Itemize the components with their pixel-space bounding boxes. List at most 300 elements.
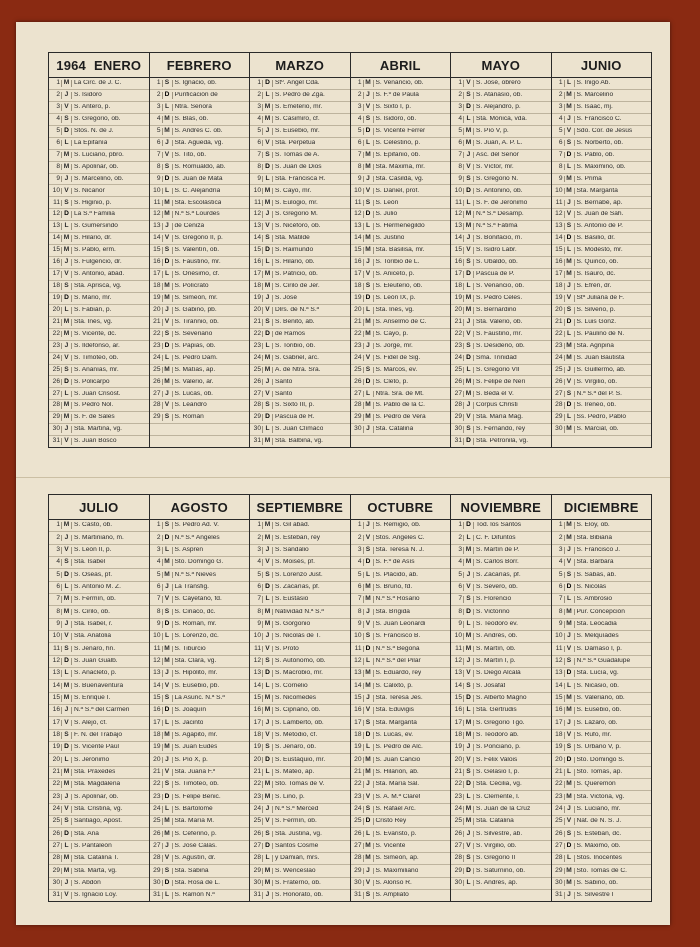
saint-name: S. Antonio M. Z. (74, 584, 121, 590)
weekday-letter: M (463, 559, 474, 566)
saint-name: S. Beda el V. (476, 390, 514, 397)
saint-name: S. Oseas, pf. (74, 571, 113, 578)
saint-name: S. Pantaleón (74, 842, 112, 849)
day-number: 23 (354, 792, 362, 800)
day-number: 11 (354, 644, 362, 652)
saint-name: N.ª S.ª Begoña (375, 645, 420, 652)
weekday-letter: D (564, 843, 575, 850)
day-number: 1 (558, 521, 563, 529)
weekday-letter: L (463, 116, 474, 123)
day-row (351, 520, 451, 532)
saint-name: S. Severo, ob. (476, 584, 518, 590)
saint-name: S. Luis Gonz. (576, 318, 617, 325)
weekday-letter: M (564, 707, 575, 714)
day-row (250, 754, 350, 766)
weekday-letter: S (463, 769, 474, 776)
day-row (451, 281, 551, 293)
weekday-letter: M (564, 880, 575, 887)
day-row (552, 197, 652, 209)
day-row (451, 197, 551, 209)
weekday-letter: D (61, 831, 72, 838)
saint-name: S. Leandro (174, 402, 207, 409)
weekday-letter: M (262, 609, 273, 616)
weekday-letter: V (463, 331, 474, 338)
weekday-letter: V (162, 402, 173, 409)
saint-name: S. Mario, mr. (74, 295, 112, 302)
day-number: 3 (56, 546, 60, 554)
day-number: 18 (454, 730, 462, 738)
saint-name: S. Lino, p. (275, 793, 305, 800)
saint-name: y Damián, mrs. (275, 855, 320, 862)
day-number: 16 (253, 706, 261, 714)
day-number: 12 (354, 210, 362, 218)
day-row (150, 717, 250, 729)
day-row (250, 606, 350, 618)
weekday-letter: L (262, 426, 273, 433)
day-row (150, 365, 250, 377)
saint-name: Sta. Margarita (576, 187, 618, 194)
day-row (49, 317, 149, 329)
day-row (351, 376, 451, 388)
weekday-letter: D (363, 379, 374, 386)
day-number: 8 (257, 162, 261, 170)
day-row (351, 853, 451, 865)
day-number: 3 (56, 103, 60, 111)
day-number: 6 (56, 138, 60, 146)
weekday-letter: D (463, 188, 474, 195)
weekday-letter: D (564, 319, 575, 326)
day-row (451, 412, 551, 424)
saint-name: S. Lorenzo, dc. (174, 633, 219, 640)
day-number: 29 (52, 413, 60, 421)
weekday-letter: M (564, 535, 575, 542)
saint-name: Ss. Pedro, Pablo (576, 414, 626, 421)
day-number: 1 (257, 521, 261, 529)
weekday-letter: M (162, 116, 173, 123)
weekday-letter: M (162, 367, 173, 374)
weekday-letter: L (564, 331, 575, 338)
day-row (250, 705, 350, 717)
day-row (351, 841, 451, 853)
day-number: 8 (156, 607, 161, 615)
day-row (351, 245, 451, 257)
weekday-letter: J (262, 892, 273, 899)
weekday-letter: V (363, 271, 374, 278)
weekday-letter: L (262, 596, 273, 603)
weekday-letter: M (262, 794, 273, 801)
day-number: 19 (354, 294, 362, 302)
weekday-letter: J (262, 128, 273, 135)
saint-name: S. Vicente, dc. (74, 330, 117, 337)
day-row (552, 412, 652, 424)
day-number: 5 (156, 126, 161, 134)
day-number: 7 (156, 595, 161, 603)
weekday-letter: D (463, 522, 474, 529)
day-number: 17 (153, 718, 161, 726)
saint-name: S. Cipriano, ob. (275, 707, 321, 714)
day-number: 19 (454, 743, 462, 751)
day-number: 12 (354, 656, 362, 664)
day-number: 3 (458, 546, 462, 554)
weekday-letter: S (162, 414, 173, 421)
day-number: 10 (354, 186, 362, 194)
saint-name: S. Tiburcio (174, 645, 206, 652)
day-number: 21 (555, 317, 563, 325)
weekday-letter: S (262, 235, 273, 242)
day-row (250, 767, 350, 779)
weekday-letter: J (262, 633, 273, 640)
day-number: 17 (354, 270, 362, 278)
day-row (351, 656, 451, 668)
day-number: 26 (555, 829, 563, 837)
day-row (150, 791, 250, 803)
day-row (150, 754, 250, 766)
weekday-letter: M (363, 402, 374, 409)
day-number: 8 (156, 162, 161, 170)
day-row (49, 619, 149, 631)
saint-name: S. Ananías, mr. (74, 366, 119, 373)
day-row (49, 643, 149, 655)
saint-name: S. F.º de Paula (375, 92, 419, 99)
day-number: 8 (56, 162, 60, 170)
day-number: 2 (357, 91, 362, 99)
day-number: 2 (156, 91, 161, 99)
day-row (250, 376, 350, 388)
day-row (49, 162, 149, 174)
saint-name: S. Abdón (74, 879, 101, 886)
saint-name: S. Ampliato (375, 892, 409, 899)
day-number: 23 (52, 792, 60, 800)
weekday-letter: M (61, 596, 72, 603)
saint-name: S. Silverio, p. (576, 306, 616, 313)
day-row (451, 114, 551, 126)
day-row (250, 317, 350, 329)
day-number: 6 (558, 138, 563, 146)
day-row (49, 197, 149, 209)
day-number: 8 (257, 607, 261, 615)
day-number: 13 (354, 669, 362, 677)
day-row (451, 730, 551, 742)
month-header (351, 495, 451, 520)
day-row (351, 365, 451, 377)
weekday-letter: D (262, 670, 273, 677)
day-row (49, 150, 149, 162)
day-row (451, 594, 551, 606)
day-number: 26 (153, 829, 161, 837)
weekday-letter: L (363, 307, 374, 314)
weekday-letter: M (262, 355, 273, 362)
day-number: 4 (357, 558, 362, 566)
weekday-letter: V (61, 892, 72, 899)
saint-name: S. Macrobio, mr. (275, 670, 324, 677)
saint-name: S. Eustaquio, mr. (275, 756, 326, 763)
day-number: 18 (153, 282, 161, 290)
day-number: 13 (153, 222, 161, 230)
weekday-letter: J (363, 259, 374, 266)
weekday-letter: S (463, 176, 474, 183)
saint-name: S. Andrés C. ob. (174, 127, 223, 134)
weekday-letter: V (363, 621, 374, 628)
saint-name: Sta. Catalina (476, 818, 514, 825)
weekday-letter: V (463, 584, 474, 591)
saint-name: S. Isaac, mj. (576, 104, 613, 111)
saint-name: S. Casto, ob. (74, 522, 113, 529)
weekday-letter: J (61, 880, 72, 887)
day-number: 31 (555, 891, 563, 899)
day-number: 9 (156, 174, 161, 182)
saint-name: S. Pedro de Alc. (375, 744, 423, 751)
day-number: 25 (253, 365, 261, 373)
day-number: 25 (454, 817, 462, 825)
day-number: 9 (56, 619, 60, 627)
day-number: 24 (354, 804, 362, 812)
weekday-letter: L (463, 283, 474, 290)
day-row (351, 668, 451, 680)
weekday-letter: M (162, 559, 173, 566)
saint-name: Sta. María Mag. (476, 414, 523, 421)
weekday-letter: S (61, 283, 72, 290)
day-number: 12 (253, 656, 261, 664)
weekday-letter: V (162, 319, 173, 326)
day-row (351, 828, 451, 840)
weekday-letter: S (363, 892, 374, 899)
weekday-letter: M (463, 379, 474, 386)
day-number: 18 (52, 730, 60, 738)
day-row (49, 257, 149, 269)
calendar-half-second (48, 494, 652, 902)
day-number: 2 (458, 91, 462, 99)
weekday-letter: M (262, 367, 273, 374)
saint-name: Sta. Isabel, r. (74, 620, 113, 627)
day-row (552, 305, 652, 317)
day-row (250, 353, 350, 365)
day-row (49, 78, 149, 90)
weekday-letter: L (61, 757, 72, 764)
saint-name: S. Desiderio, ob. (476, 342, 525, 349)
day-number: 15 (454, 693, 462, 701)
day-row (150, 582, 250, 594)
saint-name: S. Nicomedes (275, 694, 317, 701)
saint-name: S. Celestino, p. (375, 139, 421, 146)
day-row (552, 545, 652, 557)
weekday-letter: S (564, 572, 575, 579)
weekday-letter: S (262, 572, 273, 579)
day-number: 2 (558, 91, 563, 99)
saint-name: S. Juan de Sah. (576, 211, 624, 218)
saint-name: S. Modesto, mr. (576, 247, 623, 254)
saint-name: S. Martiniano, m. (74, 534, 124, 541)
day-row (250, 804, 350, 816)
day-row (250, 436, 350, 447)
day-row (552, 281, 652, 293)
day-list (351, 520, 451, 901)
day-row (49, 293, 149, 305)
weekday-letter: V (363, 104, 374, 111)
day-row (351, 209, 451, 221)
day-number: 23 (52, 341, 60, 349)
weekday-letter: J (61, 707, 72, 714)
weekday-letter: S (61, 732, 72, 739)
weekday-letter: M (262, 200, 273, 207)
day-row (49, 281, 149, 293)
saint-name: Sta. Mónica, vda. (476, 115, 527, 122)
saint-name: S. Felipe Benic. (174, 793, 221, 800)
day-number: 5 (357, 570, 362, 578)
weekday-letter: J (363, 343, 374, 350)
day-number: 27 (253, 841, 261, 849)
saint-name: Sta. Brígida (375, 608, 410, 615)
day-list (150, 520, 250, 901)
weekday-letter: L (262, 259, 273, 266)
month-name: MARZO (275, 57, 325, 73)
day-number: 16 (354, 706, 362, 714)
weekday-letter: V (363, 188, 374, 195)
saint-name: S. Isidro Labr. (476, 247, 517, 254)
day-number: 30 (253, 425, 261, 433)
day-number: 2 (257, 91, 261, 99)
weekday-letter: L (564, 769, 575, 776)
saint-name: Sta. Balbina, vg. (275, 438, 324, 445)
day-row (250, 890, 350, 901)
weekday-letter: S (564, 223, 575, 230)
weekday-letter: D (162, 176, 173, 183)
saint-name: S. Patricio, ob. (275, 271, 318, 278)
day-row (552, 804, 652, 816)
weekday-letter: S (61, 559, 72, 566)
day-number: 25 (555, 365, 563, 373)
day-row (250, 388, 350, 400)
day-number: 13 (555, 669, 563, 677)
day-row (552, 102, 652, 114)
weekday-letter: L (564, 164, 575, 171)
day-number: 13 (555, 222, 563, 230)
saint-name: La S.ª Familia (74, 211, 115, 218)
saint-name: S. Román (174, 414, 204, 421)
day-number: 22 (454, 329, 462, 337)
day-number: 17 (454, 270, 462, 278)
day-number: 9 (558, 174, 563, 182)
day-row (250, 293, 350, 305)
day-row (351, 257, 451, 269)
weekday-letter: M (162, 818, 173, 825)
weekday-letter: M (463, 818, 474, 825)
saint-name: S. Juan Bautista (576, 354, 625, 361)
weekday-letter: S (463, 683, 474, 690)
saint-name: S. Isauro, dc. (576, 271, 616, 278)
saint-name: Sta. Cecilia, vg. (476, 781, 522, 788)
weekday-letter: D (61, 744, 72, 751)
weekday-letter: D (262, 843, 273, 850)
day-number: 18 (253, 282, 261, 290)
weekday-letter: M (262, 781, 273, 788)
weekday-letter: L (61, 584, 72, 591)
day-row (49, 754, 149, 766)
day-row (49, 582, 149, 594)
day-row (552, 90, 652, 102)
day-number: 9 (257, 174, 261, 182)
day-row (250, 828, 350, 840)
weekday-letter: M (564, 794, 575, 801)
day-row (49, 816, 149, 828)
month-name: NOVIEMBRE (460, 499, 542, 515)
saint-name: S. León II, p. (74, 547, 112, 554)
saint-name: Sta. Agripina (576, 342, 614, 349)
saint-name: S. Prima (576, 175, 602, 182)
day-row (351, 126, 451, 138)
day-row (451, 520, 551, 532)
day-row (49, 890, 149, 901)
weekday-letter: V (463, 414, 474, 421)
day-row (250, 816, 350, 828)
day-number: 5 (156, 570, 161, 578)
day-row (552, 656, 652, 668)
day-number: 7 (558, 595, 563, 603)
day-number: 6 (56, 583, 60, 590)
day-number: 24 (454, 353, 462, 361)
day-row (451, 424, 551, 436)
month-header (451, 53, 551, 78)
day-row (250, 412, 350, 424)
weekday-letter: J (363, 522, 374, 529)
saint-name: S. Gregorio N. (476, 175, 519, 182)
day-row (49, 365, 149, 377)
weekday-letter: D (463, 781, 474, 788)
day-number: 20 (454, 305, 462, 313)
day-number: 11 (254, 644, 261, 652)
day-number: 21 (153, 317, 161, 325)
day-number: 12 (555, 656, 563, 664)
day-row (250, 126, 350, 138)
weekday-letter: D (463, 271, 474, 278)
weekday-letter: L (262, 769, 273, 776)
day-row (351, 400, 451, 412)
weekday-letter: V (61, 720, 72, 727)
weekday-letter: M (564, 868, 575, 875)
saint-name: S. Eduardo, rey (375, 670, 422, 677)
saint-name: Sta. Inés, vg. (74, 318, 113, 325)
weekday-letter: J (61, 794, 72, 801)
day-number: 28 (253, 854, 261, 862)
day-number: 11 (153, 644, 161, 652)
saint-name: N.ª S.ª Nieves (174, 571, 217, 578)
day-row (351, 569, 451, 581)
saint-name: S. Gabino, pb. (174, 306, 217, 313)
saint-name: S. Silvestre I (576, 892, 614, 899)
saint-name: Sta. Margarita (375, 719, 417, 726)
day-row (250, 619, 350, 631)
saint-name: S. Norberto, ob. (576, 139, 624, 146)
day-row (250, 569, 350, 581)
day-row (150, 412, 250, 424)
weekday-letter: M (162, 658, 173, 665)
saint-name: S. Alonso R. (375, 879, 412, 886)
day-row (150, 865, 250, 877)
day-number: 23 (153, 341, 161, 349)
saint-name: S. Nicolás (576, 584, 607, 590)
day-row (49, 233, 149, 245)
day-number: 18 (555, 282, 563, 290)
day-number: 27 (555, 389, 563, 397)
saint-name: S. Hilario, ob. (275, 259, 315, 266)
saint-name: Sta. Lucía, vg. (576, 670, 619, 677)
saint-name: Asc. del Señor (476, 151, 519, 158)
saint-name: S. Gregorio II, p. (174, 235, 223, 242)
day-row (351, 878, 451, 890)
saint-name: Sta. Francisca R. (275, 175, 326, 182)
weekday-letter: J (162, 843, 173, 850)
saint-name: S. Efrén, dr. (576, 283, 612, 290)
day-number: 6 (257, 138, 261, 146)
